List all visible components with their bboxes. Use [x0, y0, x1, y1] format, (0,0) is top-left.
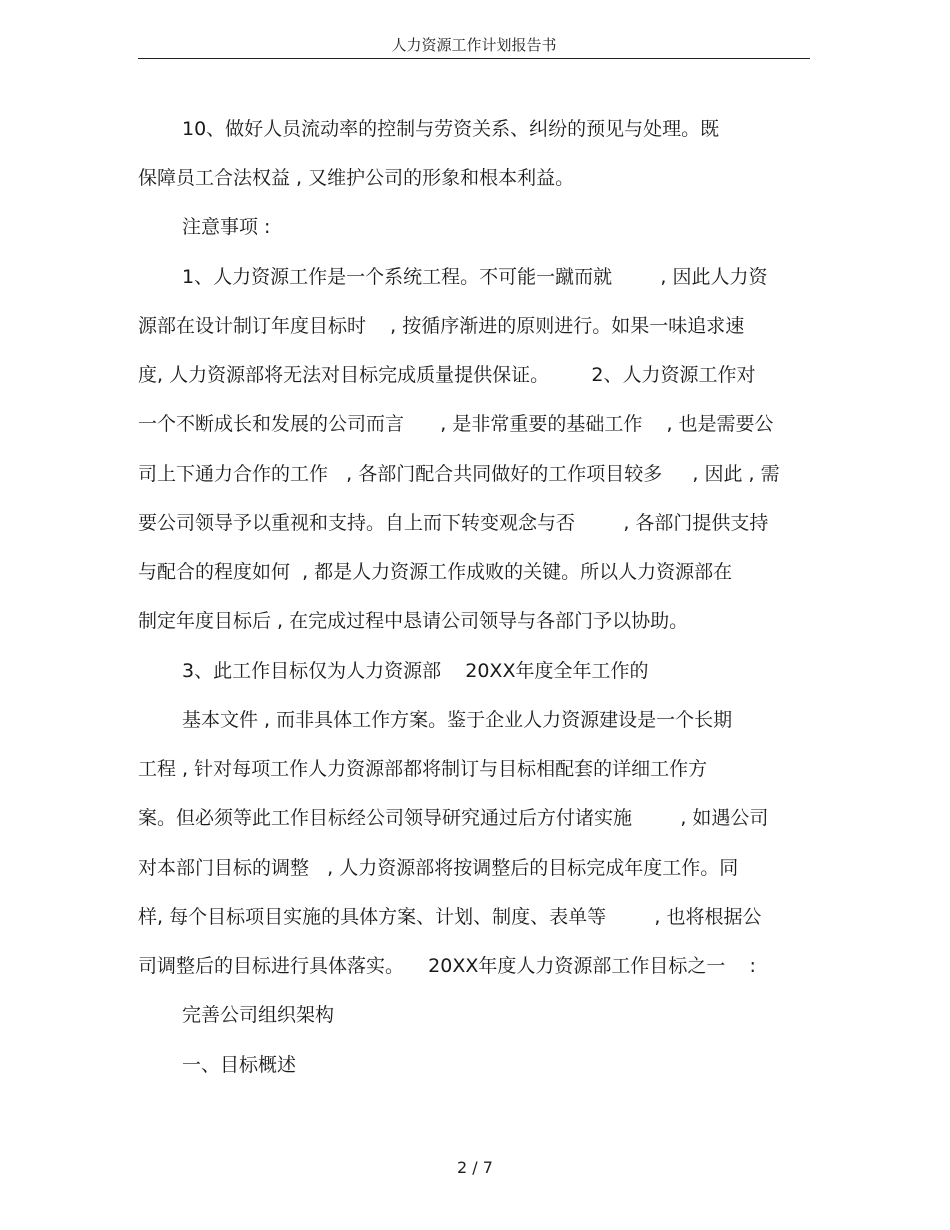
- body-line-9: 要公司领导予以重视和支持。自上而下转变观念与否 , 各部门提供支持: [138, 512, 769, 534]
- body-line-6: 度, 人力资源部将无法对目标完成质量提供保证。 2、人力资源工作对: [138, 364, 756, 386]
- body-line-4: 1、人力资源工作是一个系统工程。不可能一蹴而就 , 因此人力资: [182, 266, 768, 288]
- body-line-15: 案。但必须等此工作目标经公司领导研究通过后方付诸实施 , 如遇公司: [138, 807, 769, 829]
- body-line-10: 与配合的程度如何 , 都是人力资源工作成败的关键。所以人力资源部在: [138, 561, 733, 583]
- body-line-11: 制定年度目标后 , 在完成过程中恳请公司领导与各部门予以协助。: [138, 610, 689, 632]
- body-line-8: 司上下通力合作的工作 , 各部门配合共同做好的工作项目较多 , 因此 , 需: [138, 463, 780, 485]
- body-line-7: 一个不断成长和发展的公司而言 , 是非常重要的基础工作 , 也是需要公: [138, 413, 774, 435]
- body-line-20: 一、目标概述: [182, 1054, 297, 1076]
- body-line-1: 10、做好人员流动率的控制与劳资关系、纠纷的预见与处理。既: [182, 118, 720, 140]
- body-line-18: 司调整后的目标进行具体落实。 20XX年度人力资源部工作目标之一 :: [138, 955, 756, 977]
- body-line-14: 工程 , 针对每项工作人力资源部都将制订与目标相配套的详细工作方: [138, 758, 708, 780]
- body-line-12: 3、此工作目标仅为人力资源部 20XX年度全年工作的: [182, 660, 649, 682]
- body-line-17: 样, 每个目标项目实施的具体方案、计划、制度、表单等 , 也将根据公: [138, 906, 762, 928]
- body-line-5: 源部在设计制订年度目标时 , 按循序渐进的原则进行。如果一味追求速: [138, 315, 745, 337]
- page-number: 2 / 7: [457, 1158, 493, 1177]
- page-header-title: 人力资源工作计划报告书: [138, 32, 810, 59]
- body-line-16: 对本部门目标的调整 , 人力资源部将按调整后的目标完成年度工作。同: [138, 857, 739, 879]
- body-line-3: 注意事项 :: [182, 216, 271, 238]
- body-line-19: 完善公司组织架构: [182, 1004, 335, 1026]
- body-line-2: 保障员工合法权益 , 又维护公司的形象和根本利益。: [138, 167, 575, 189]
- body-line-13: 基本文件 , 而非具体工作方案。鉴于企业人力资源建设是一个长期: [182, 709, 733, 731]
